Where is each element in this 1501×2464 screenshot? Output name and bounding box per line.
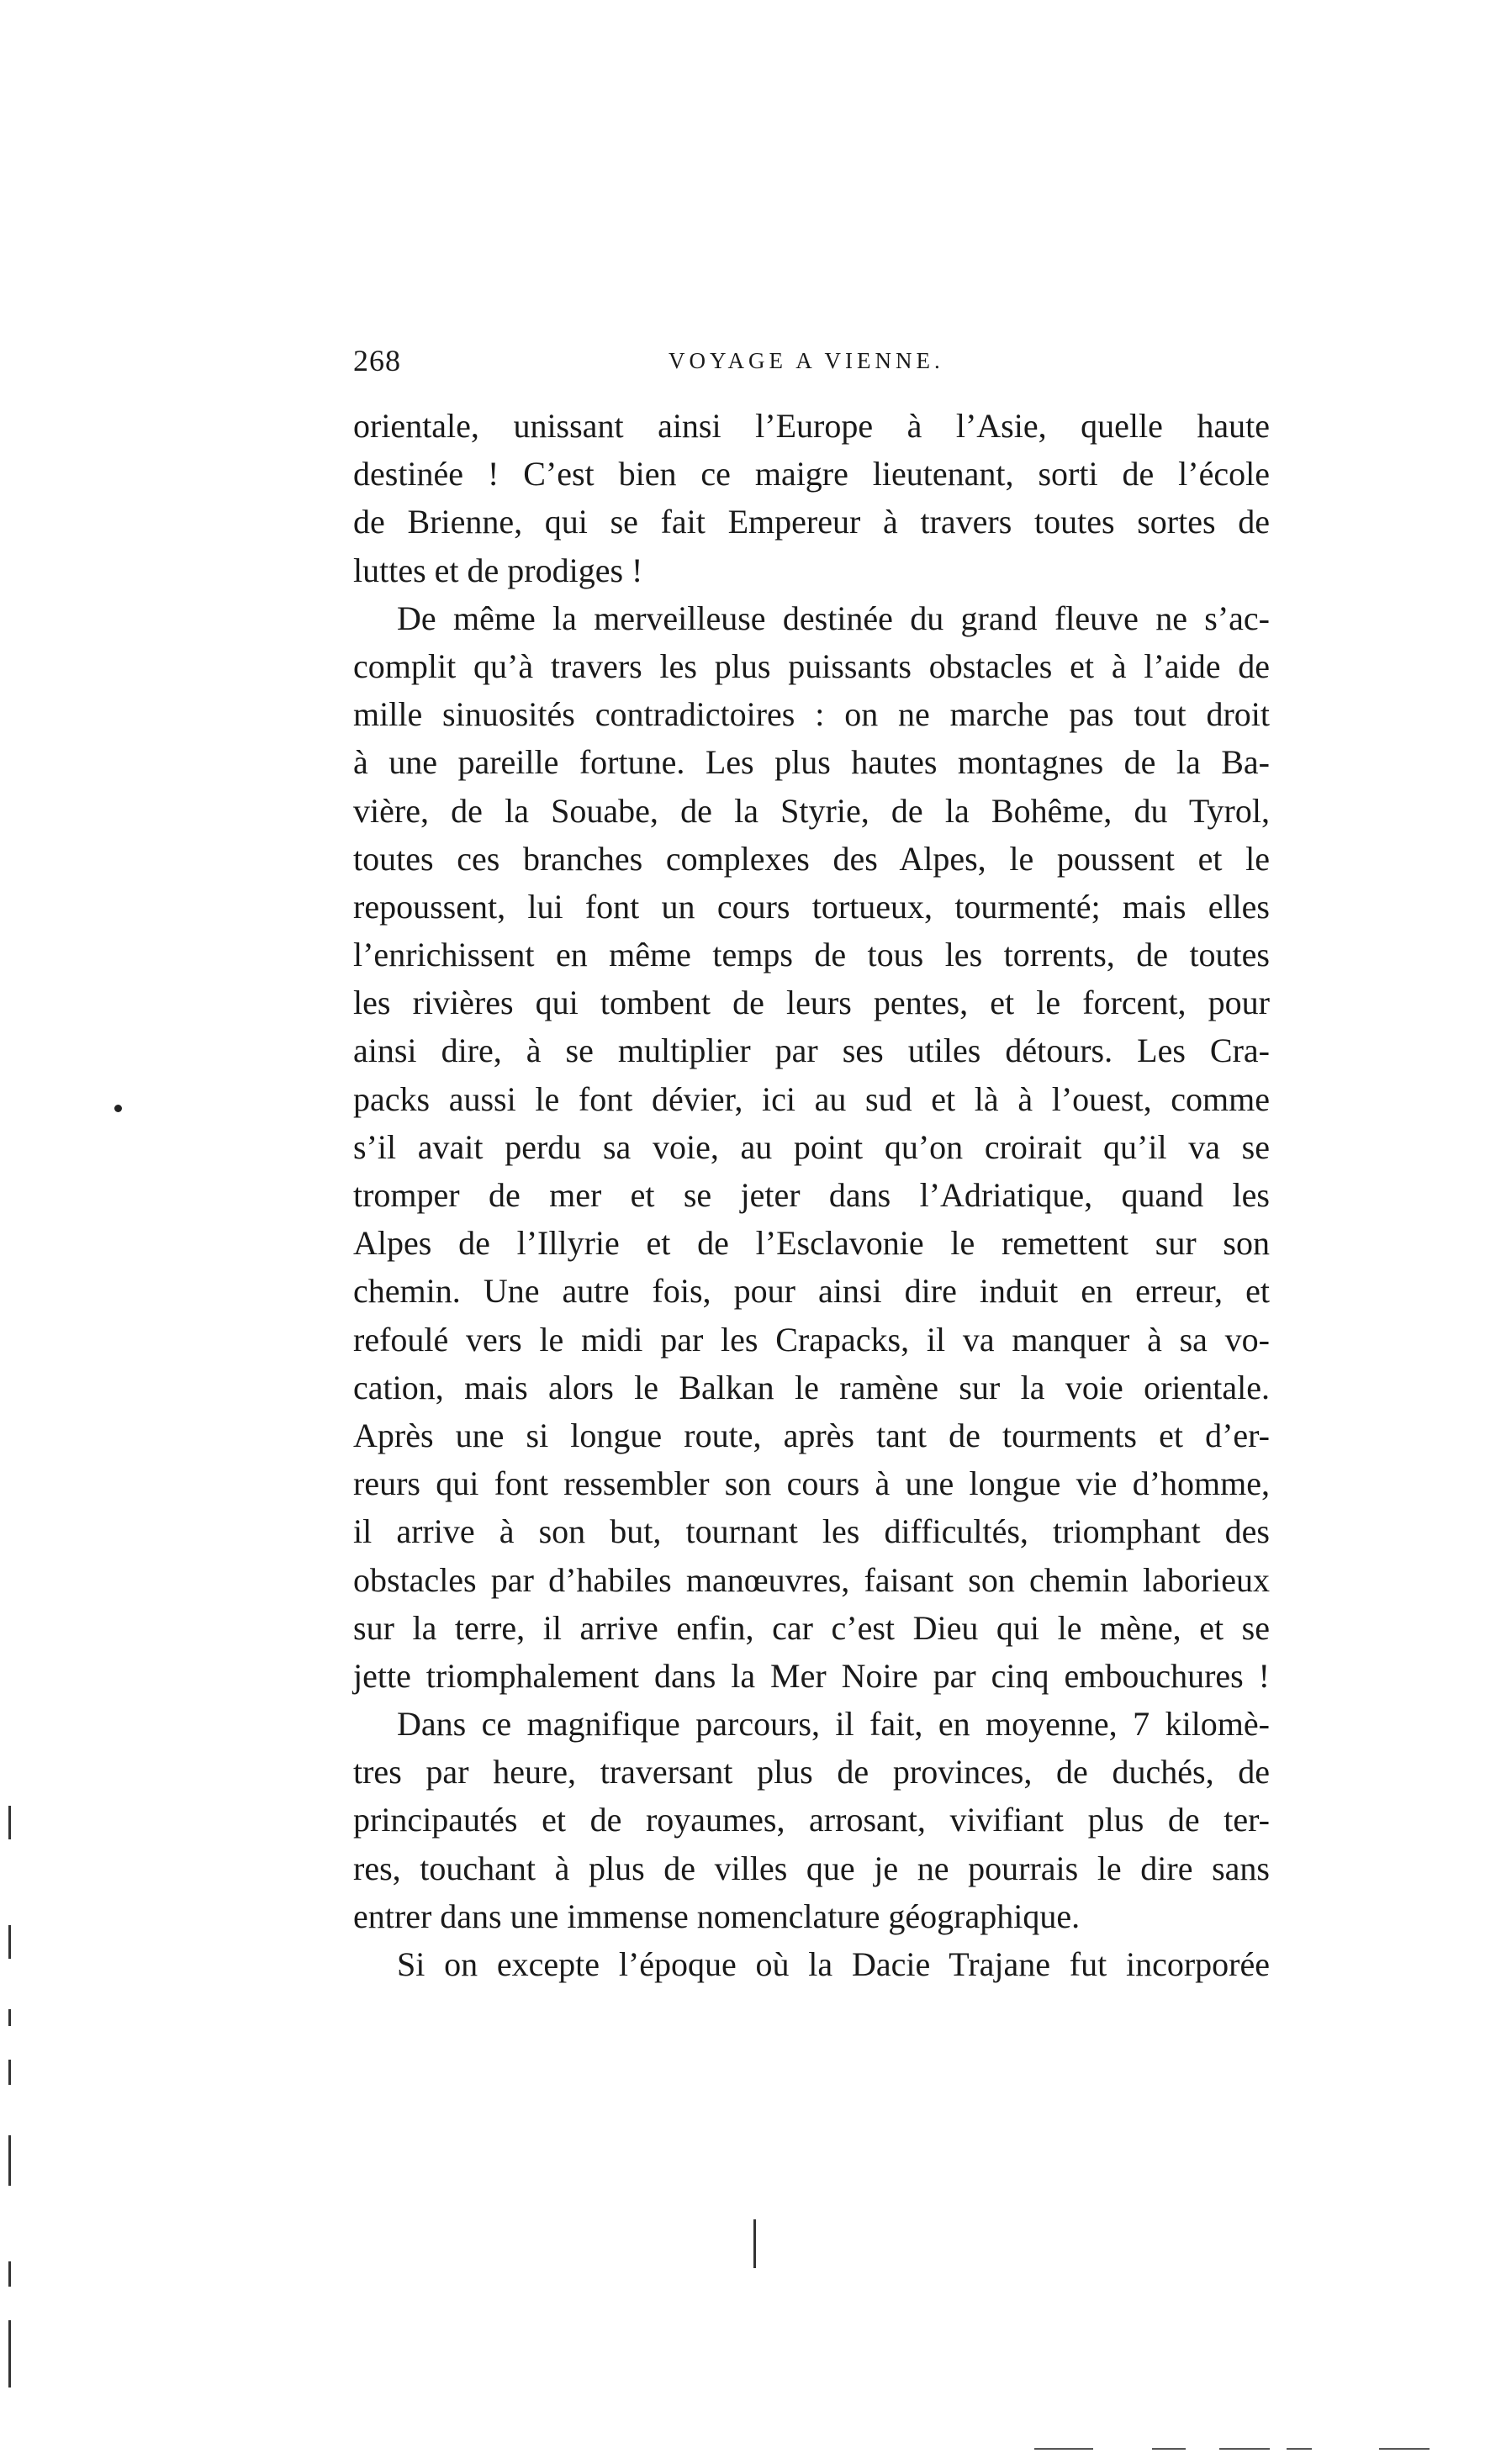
margin-scan-line bbox=[8, 2009, 11, 2026]
text-line: sur la terre, il arrive enfin, car c’est Dieu qui le mène, et se bbox=[353, 1608, 1270, 1647]
running-title: VOYAGE A VIENNE. bbox=[669, 348, 944, 373]
text-line: vière, de la Souabe, de la Styrie, de la Bohême, du Tyrol, bbox=[353, 791, 1270, 830]
text-line: jette triomphalement dans la Mer Noire par cinq embouchures ! bbox=[353, 1656, 1270, 1695]
text-line: obstacles par d’habiles manœuvres, faisant son chemin laborieux bbox=[353, 1560, 1270, 1599]
body-text bbox=[353, 402, 1270, 1988]
text-line: mille sinuosités contradictoires : on ne marche pas tout droit bbox=[353, 695, 1270, 734]
margin-scan-line bbox=[8, 2060, 11, 2085]
text-line: destinée ! C’est bien ce maigre lieutenant, sorti de l’école bbox=[353, 455, 1270, 493]
text-line: refoulé vers le midi par les Crapacks, il va manquer à sa vo- bbox=[353, 1320, 1270, 1359]
paragraph-start-line: Dans ce magnifique parcours, il fait, en moyenne, 7 kilomè- bbox=[397, 1705, 1270, 1744]
text-line: s’il avait perdu sa voie, au point qu’on croirait qu’il va se bbox=[353, 1127, 1270, 1166]
text-line: tres par heure, traversant plus de provinces, de duchés, de bbox=[353, 1753, 1270, 1791]
text-line: à une pareille fortune. Les plus hautes montagnes de la Ba- bbox=[353, 743, 1270, 782]
text-line: Alpes de l’Illyrie et de l’Esclavonie le remettent sur son bbox=[353, 1224, 1270, 1263]
text-line: res, touchant à plus de villes que je ne pourrais le dire sans bbox=[353, 1849, 1270, 1887]
scan-artifact-tick bbox=[753, 2219, 756, 2268]
scan-artifact-dash bbox=[1152, 2448, 1186, 2450]
margin-scan-line bbox=[8, 2135, 11, 2186]
text-line: tromper de mer et se jeter dans l’Adriatique, quand les bbox=[353, 1176, 1270, 1214]
margin-scan-line bbox=[8, 2320, 11, 2387]
page-header bbox=[353, 343, 1270, 385]
text-line: chemin. Une autre fois, pour ainsi dire induit en erreur, et bbox=[353, 1272, 1270, 1311]
scan-artifact-dash bbox=[1379, 2448, 1430, 2450]
margin-scan-line bbox=[8, 1925, 11, 1959]
text-line: de Brienne, qui se fait Empereur à travers toutes sortes de bbox=[353, 503, 1270, 541]
margin-scan-line bbox=[8, 2261, 11, 2287]
text-line: entrer dans une immense nomenclature géographique. bbox=[353, 1897, 1081, 1935]
text-line: principautés et de royaumes, arrosant, vivifiant plus de ter- bbox=[353, 1801, 1270, 1839]
scan-artifact-dash bbox=[1034, 2448, 1093, 2450]
text-line: l’enrichissent en même temps de tous les torrents, de toutes bbox=[353, 936, 1270, 974]
paragraph-start-line: Si on excepte l’époque où la Dacie Trajane fut incorporée bbox=[397, 1945, 1270, 1983]
text-line: reurs qui font ressembler son cours à une longue vie d’homme, bbox=[353, 1464, 1270, 1503]
text-line: repoussent, lui font un cours tortueux, tourmenté; mais elles bbox=[353, 887, 1270, 926]
paragraph-start-line: De même la merveilleuse destinée du grand fleuve ne s’ac- bbox=[397, 599, 1270, 637]
text-line: packs aussi le font dévier, ici au sud et là à l’ouest, comme bbox=[353, 1079, 1270, 1118]
page-number: 268 bbox=[353, 344, 401, 377]
text-line: il arrive à son but, tournant les difficultés, triomphant des bbox=[353, 1512, 1270, 1551]
text-line: complit qu’à travers les plus puissants obstacles et à l’aide de bbox=[353, 646, 1270, 685]
text-line: Après une si longue route, après tant de tourments et d’er- bbox=[353, 1416, 1270, 1454]
text-line: les rivières qui tombent de leurs pentes, et le forcent, pour bbox=[353, 984, 1270, 1022]
margin-dot-mark bbox=[114, 1105, 122, 1112]
text-line: ainsi dire, à se multiplier par ses utiles détours. Les Cra- bbox=[353, 1032, 1270, 1070]
text-line: toutes ces branches complexes des Alpes, le poussent et le bbox=[353, 839, 1270, 878]
scan-artifact-dash bbox=[1287, 2448, 1312, 2450]
margin-scan-line bbox=[8, 1806, 11, 1839]
scan-artifact-dash bbox=[1219, 2448, 1270, 2450]
text-line: orientale, unissant ainsi l’Europe à l’Asie, quelle haute bbox=[353, 407, 1270, 445]
text-line: cation, mais alors le Balkan le ramène sur la voie orientale. bbox=[353, 1368, 1270, 1406]
text-line: luttes et de prodiges ! bbox=[353, 551, 643, 589]
